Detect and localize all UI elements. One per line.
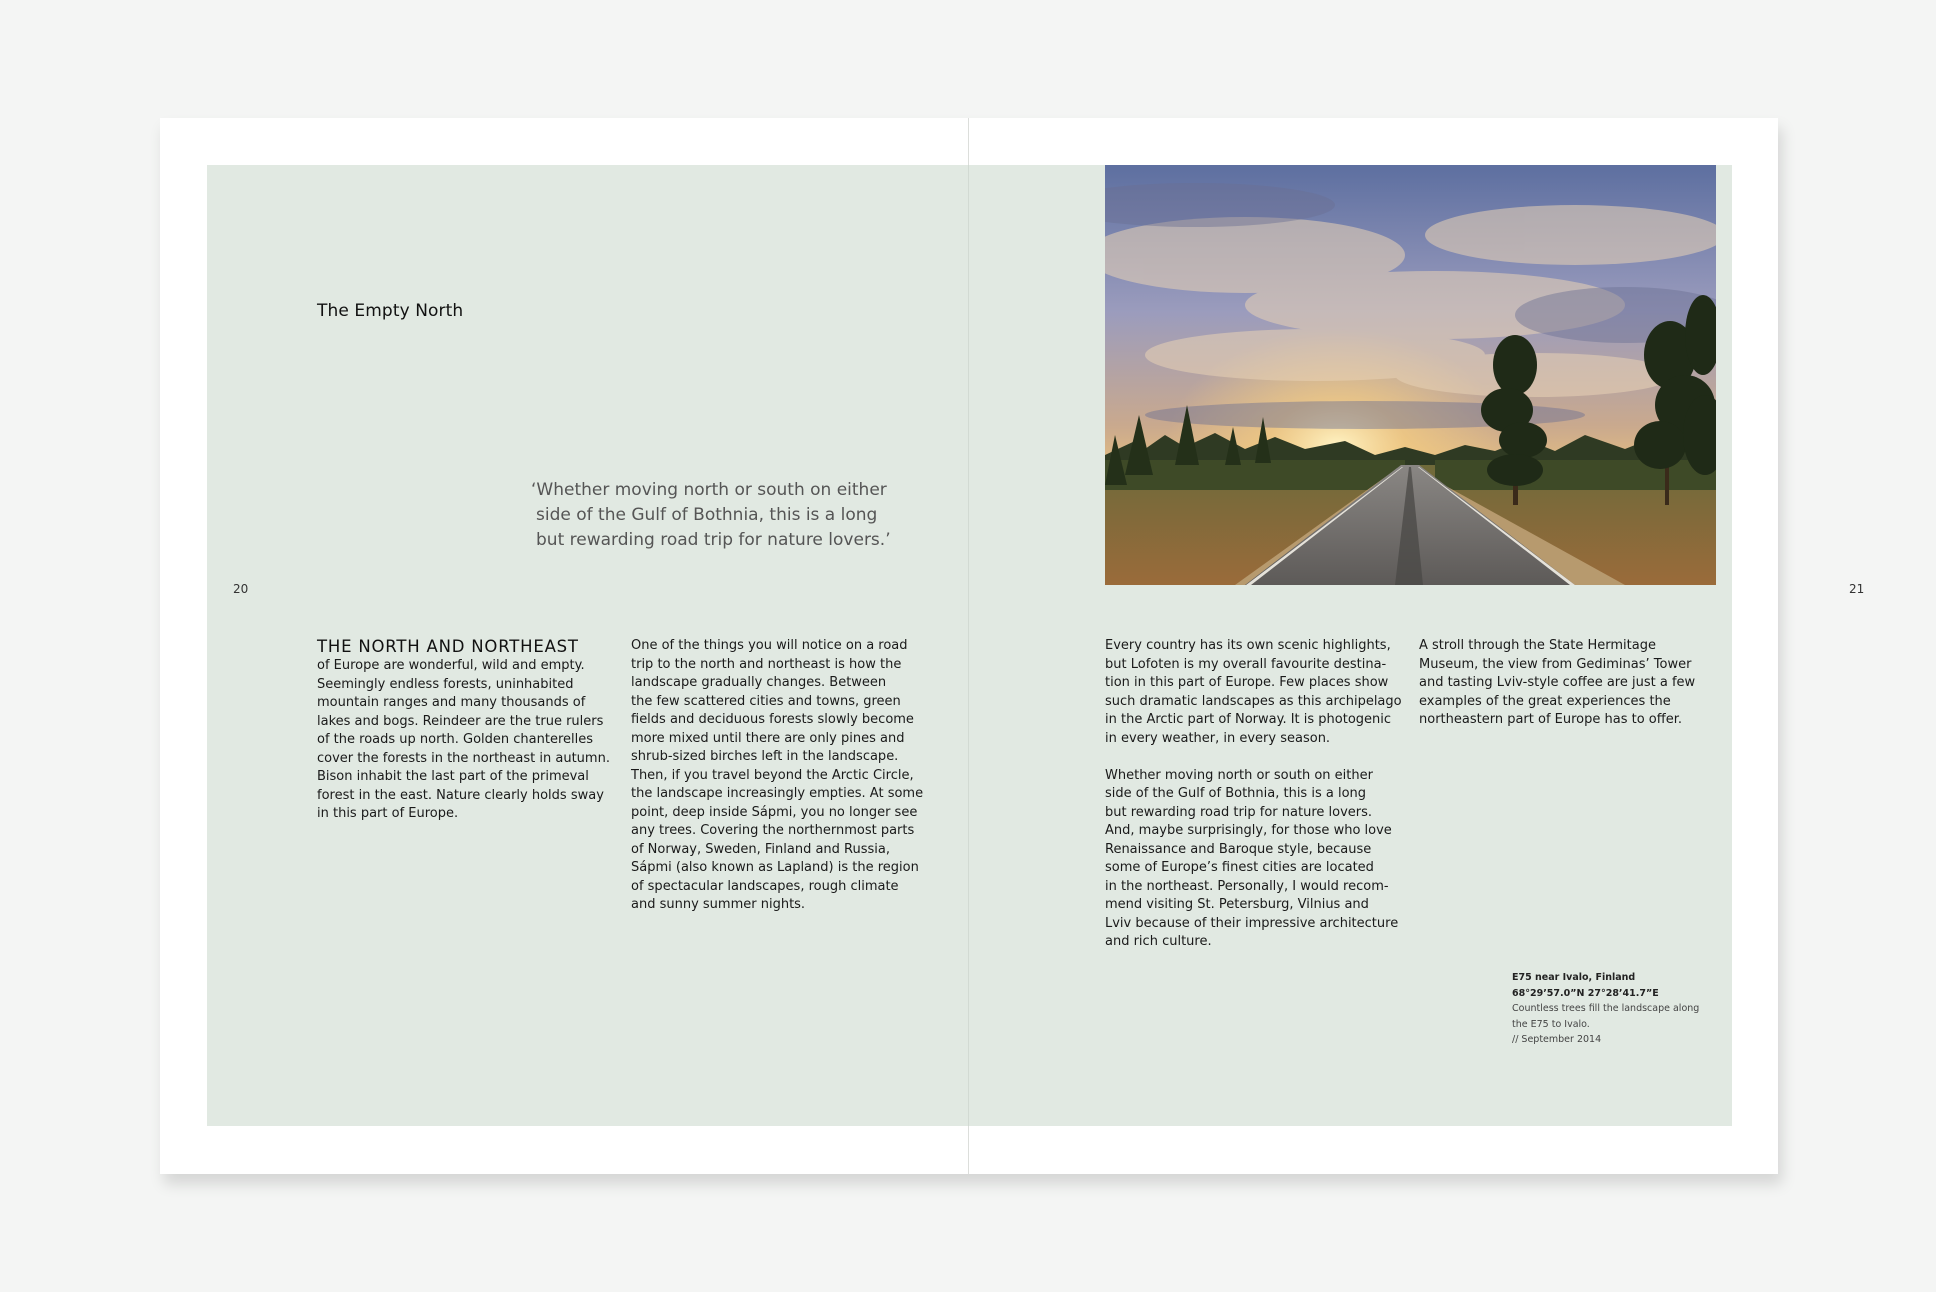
text-line: Lviv because of their impressive architecture [1105,915,1399,931]
photo-caption [1512,970,1699,1048]
caption-description-line: the E75 to Ivalo. [1512,1018,1590,1030]
text-line: of Norway, Sweden, Finland and Russia, [631,841,890,857]
text-line: cover the forests in the northeast in autumn. [317,750,610,766]
text-line: trip to the north and northeast is how the [631,656,902,672]
text-line: more mixed until there are only pines and [631,730,905,746]
text-line: in every weather, in every season. [1105,730,1331,746]
pull-quote [531,478,951,553]
body-column-3 [1105,637,1402,952]
page-number-left: 20 [233,582,249,596]
text-line: and sunny summer nights. [631,897,806,912]
text-line: the landscape increasingly empties. At some [631,786,924,801]
text-line: Seemingly endless forests, uninhabited [317,676,574,692]
text-line: point, deep inside Sápmi, you no longer see [631,804,918,820]
text-line: shrub-sized birches left in the landscape. [631,749,899,764]
body-column-1 [317,637,610,824]
content-panel [207,165,1865,1126]
text-line: of Europe are wonderful, wild and empty. [317,658,585,673]
text-line: Sápmi (also known as Lapland) is the region [631,860,919,875]
landscape-photo [1105,165,1716,585]
text-line: And, maybe surprisingly, for those who love [1105,823,1392,838]
text-line: tion in this part of Europe. Few places show [1105,675,1389,690]
pull-quote-line: but rewarding road trip for nature lovers.’ [536,530,891,550]
text-line: A stroll through the State Hermitage [1419,638,1656,653]
text-line: of spectacular landscapes, rough climate [631,878,899,894]
text-line: some of Europe’s finest cities are located [1105,860,1374,875]
text-line: but Lofoten is my overall favourite destina- [1105,656,1387,672]
text-line: mend visiting St. Petersburg, Vilnius and [1105,897,1369,912]
section-heading: THE NORTH AND NORTHEAST [317,637,579,656]
caption-date: // September 2014 [1512,1034,1602,1045]
text-line: of the roads up north. Golden chanterelles [317,732,594,747]
text-line: examples of the great experiences the [1419,693,1671,709]
text-line: Bison inhabit the last part of the primeval [317,769,589,784]
body-column-4 [1419,637,1695,730]
text-line: forest in the east. Nature clearly holds sway [317,787,604,803]
body-column-2 [631,637,923,915]
text-line: the few scattered cities and towns, green [631,693,901,709]
text-line: landscape gradually changes. Between [631,675,887,690]
pull-quote-line: side of the Gulf of Bothnia, this is a long [536,505,878,525]
text-line: but rewarding road trip for nature lovers. [1105,804,1373,820]
text-line: Renaissance and Baroque style, because [1105,841,1372,857]
text-line: in the northeast. Personally, I would recom- [1105,878,1389,894]
text-line: side of the Gulf of Bothnia, this is a long [1105,786,1367,801]
text-line: such dramatic landscapes as this archipelago [1105,693,1402,709]
paragraph-gap [1105,748,1402,767]
panel-gutter-line [968,165,969,1126]
text-line: any trees. Covering the northernmost parts [631,823,915,838]
text-line: and rich culture. [1105,934,1212,949]
text-line: Every country has its own scenic highlights, [1105,638,1391,653]
page-number-right: 21 [1849,582,1865,596]
text-line: lakes and bogs. Reindeer are the true rulers [317,713,604,729]
caption-coordinates: 68°29’57.0”N 27°28’41.7”E [1512,987,1659,999]
text-line: mountain ranges and many thousands of [317,695,586,710]
pull-quote-line: ‘Whether moving north or south on either [531,480,887,500]
text-line: Then, if you travel beyond the Arctic Circle, [631,767,914,783]
text-line: Museum, the view from Gediminas’ Tower [1419,656,1692,672]
caption-location: E75 near Ivalo, Finland [1512,972,1636,983]
book-spread [160,118,1865,1174]
text-line: Whether moving north or south on either [1105,767,1373,783]
text-line: in the Arctic part of Norway. It is photogenic [1105,712,1392,727]
text-line: One of the things you will notice on a road [631,638,908,653]
text-line: fields and deciduous forests slowly become [631,712,914,727]
text-line: and tasting Lviv-style coffee are just a few [1419,675,1696,690]
text-line: northeastern part of Europe has to offer. [1419,712,1682,727]
road-landscape-image [1105,165,1716,585]
text-line: in this part of Europe. [317,806,459,821]
caption-description-line: Countless trees fill the landscape along [1512,1003,1700,1014]
chapter-title: The Empty North [317,301,464,321]
